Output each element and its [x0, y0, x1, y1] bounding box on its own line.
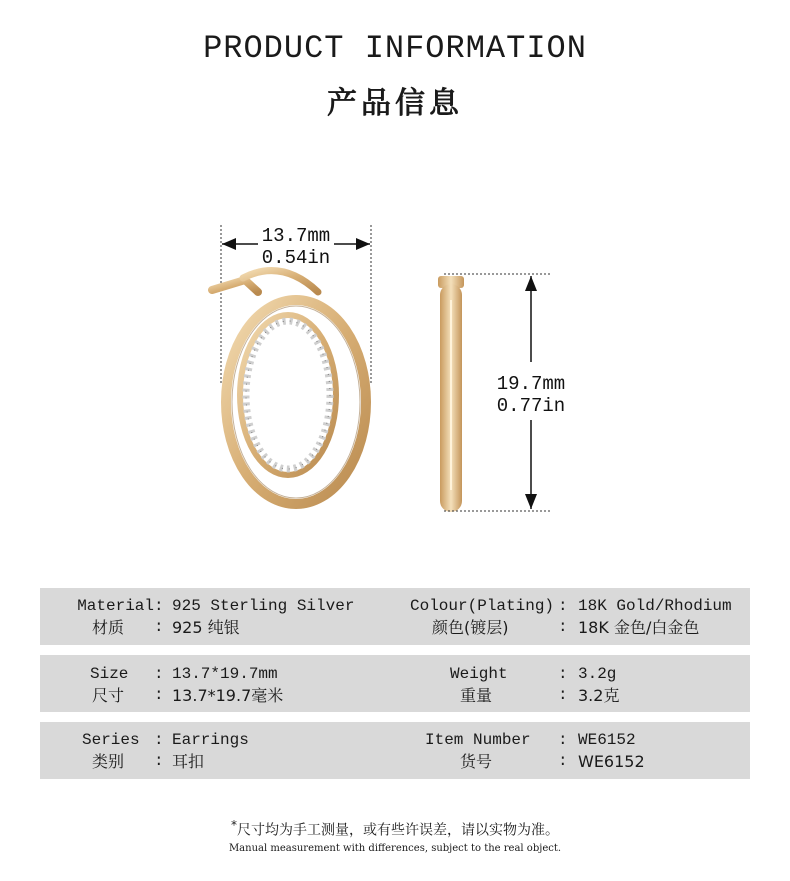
spec-label-en: Colour(Plating) — [410, 597, 555, 615]
spec-value-cn: 耳扣 — [172, 752, 205, 771]
width-mm-label: 13.7mm — [261, 225, 331, 247]
spec-value-cn: WE6152 — [578, 752, 645, 771]
measurement-note-en: Manual measurement with differences, subject to the real object. — [228, 843, 562, 854]
spec-label-cn: 尺寸 — [92, 686, 125, 705]
spec-value-en: 925 Sterling Silver — [172, 597, 355, 615]
spec-value-en: 13.7*19.7mm — [172, 665, 278, 683]
spec-label-en: Size — [90, 665, 129, 683]
spec-label-cn: 材质 — [92, 618, 125, 637]
spec-value-en: WE6152 — [578, 731, 636, 749]
spec-value-cn: 925 纯银 — [172, 618, 240, 637]
width-in-label: 0.54in — [261, 247, 331, 269]
asterisk: * — [231, 818, 237, 832]
height-mm-label: 19.7mm — [496, 373, 566, 395]
spec-label-en: Item Number — [425, 731, 531, 749]
spec-value-en: Earrings — [172, 731, 249, 749]
page-title-cn: 产品信息 — [327, 86, 463, 121]
spec-label-en: Series — [82, 731, 140, 749]
spec-value-cn: 18K 金色/白金色 — [578, 618, 700, 637]
note-text-cn: 尺寸均为手工测量，或有些许误差，请以实物为准。 — [237, 822, 559, 839]
spec-row-material: Material : 925 Sterling Silver 材质 : 925 纯银 Colour(Plating) : 18K Gold/Rhodium 颜色(镀层) : 18K 金色/白金色 — [40, 588, 750, 645]
spec-label-en: Weight — [450, 665, 508, 683]
spec-label-cn: 货号 — [460, 752, 493, 771]
earring-side-view — [438, 276, 464, 512]
spec-value-en: 18K Gold/Rhodium — [578, 597, 732, 615]
spec-row-series: Series : Earrings 类别 : 耳扣 Item Number : WE6152 货号 : WE6152 — [40, 722, 750, 779]
spec-label-cn: 类别 — [92, 752, 125, 771]
height-in-label: 0.77in — [496, 395, 566, 417]
spec-label-cn: 颜色(镀层) — [432, 618, 509, 637]
spec-label-cn: 重量 — [460, 686, 493, 705]
spec-value-en: 3.2g — [578, 665, 617, 683]
earring-front-view — [212, 271, 366, 504]
spec-label-en: Material — [77, 597, 154, 615]
measurement-note-cn — [0, 818, 790, 840]
spec-row-size: Size : 13.7*19.7mm 尺寸 : 13.7*19.7毫米 Weight : 3.2g 重量 : 3.2克 — [40, 655, 750, 712]
page-title-en: PRODUCT INFORMATION — [203, 30, 587, 67]
spec-value-cn: 3.2克 — [578, 686, 620, 705]
spec-value-cn: 13.7*19.7毫米 — [172, 686, 284, 705]
height-dimension — [444, 274, 565, 511]
